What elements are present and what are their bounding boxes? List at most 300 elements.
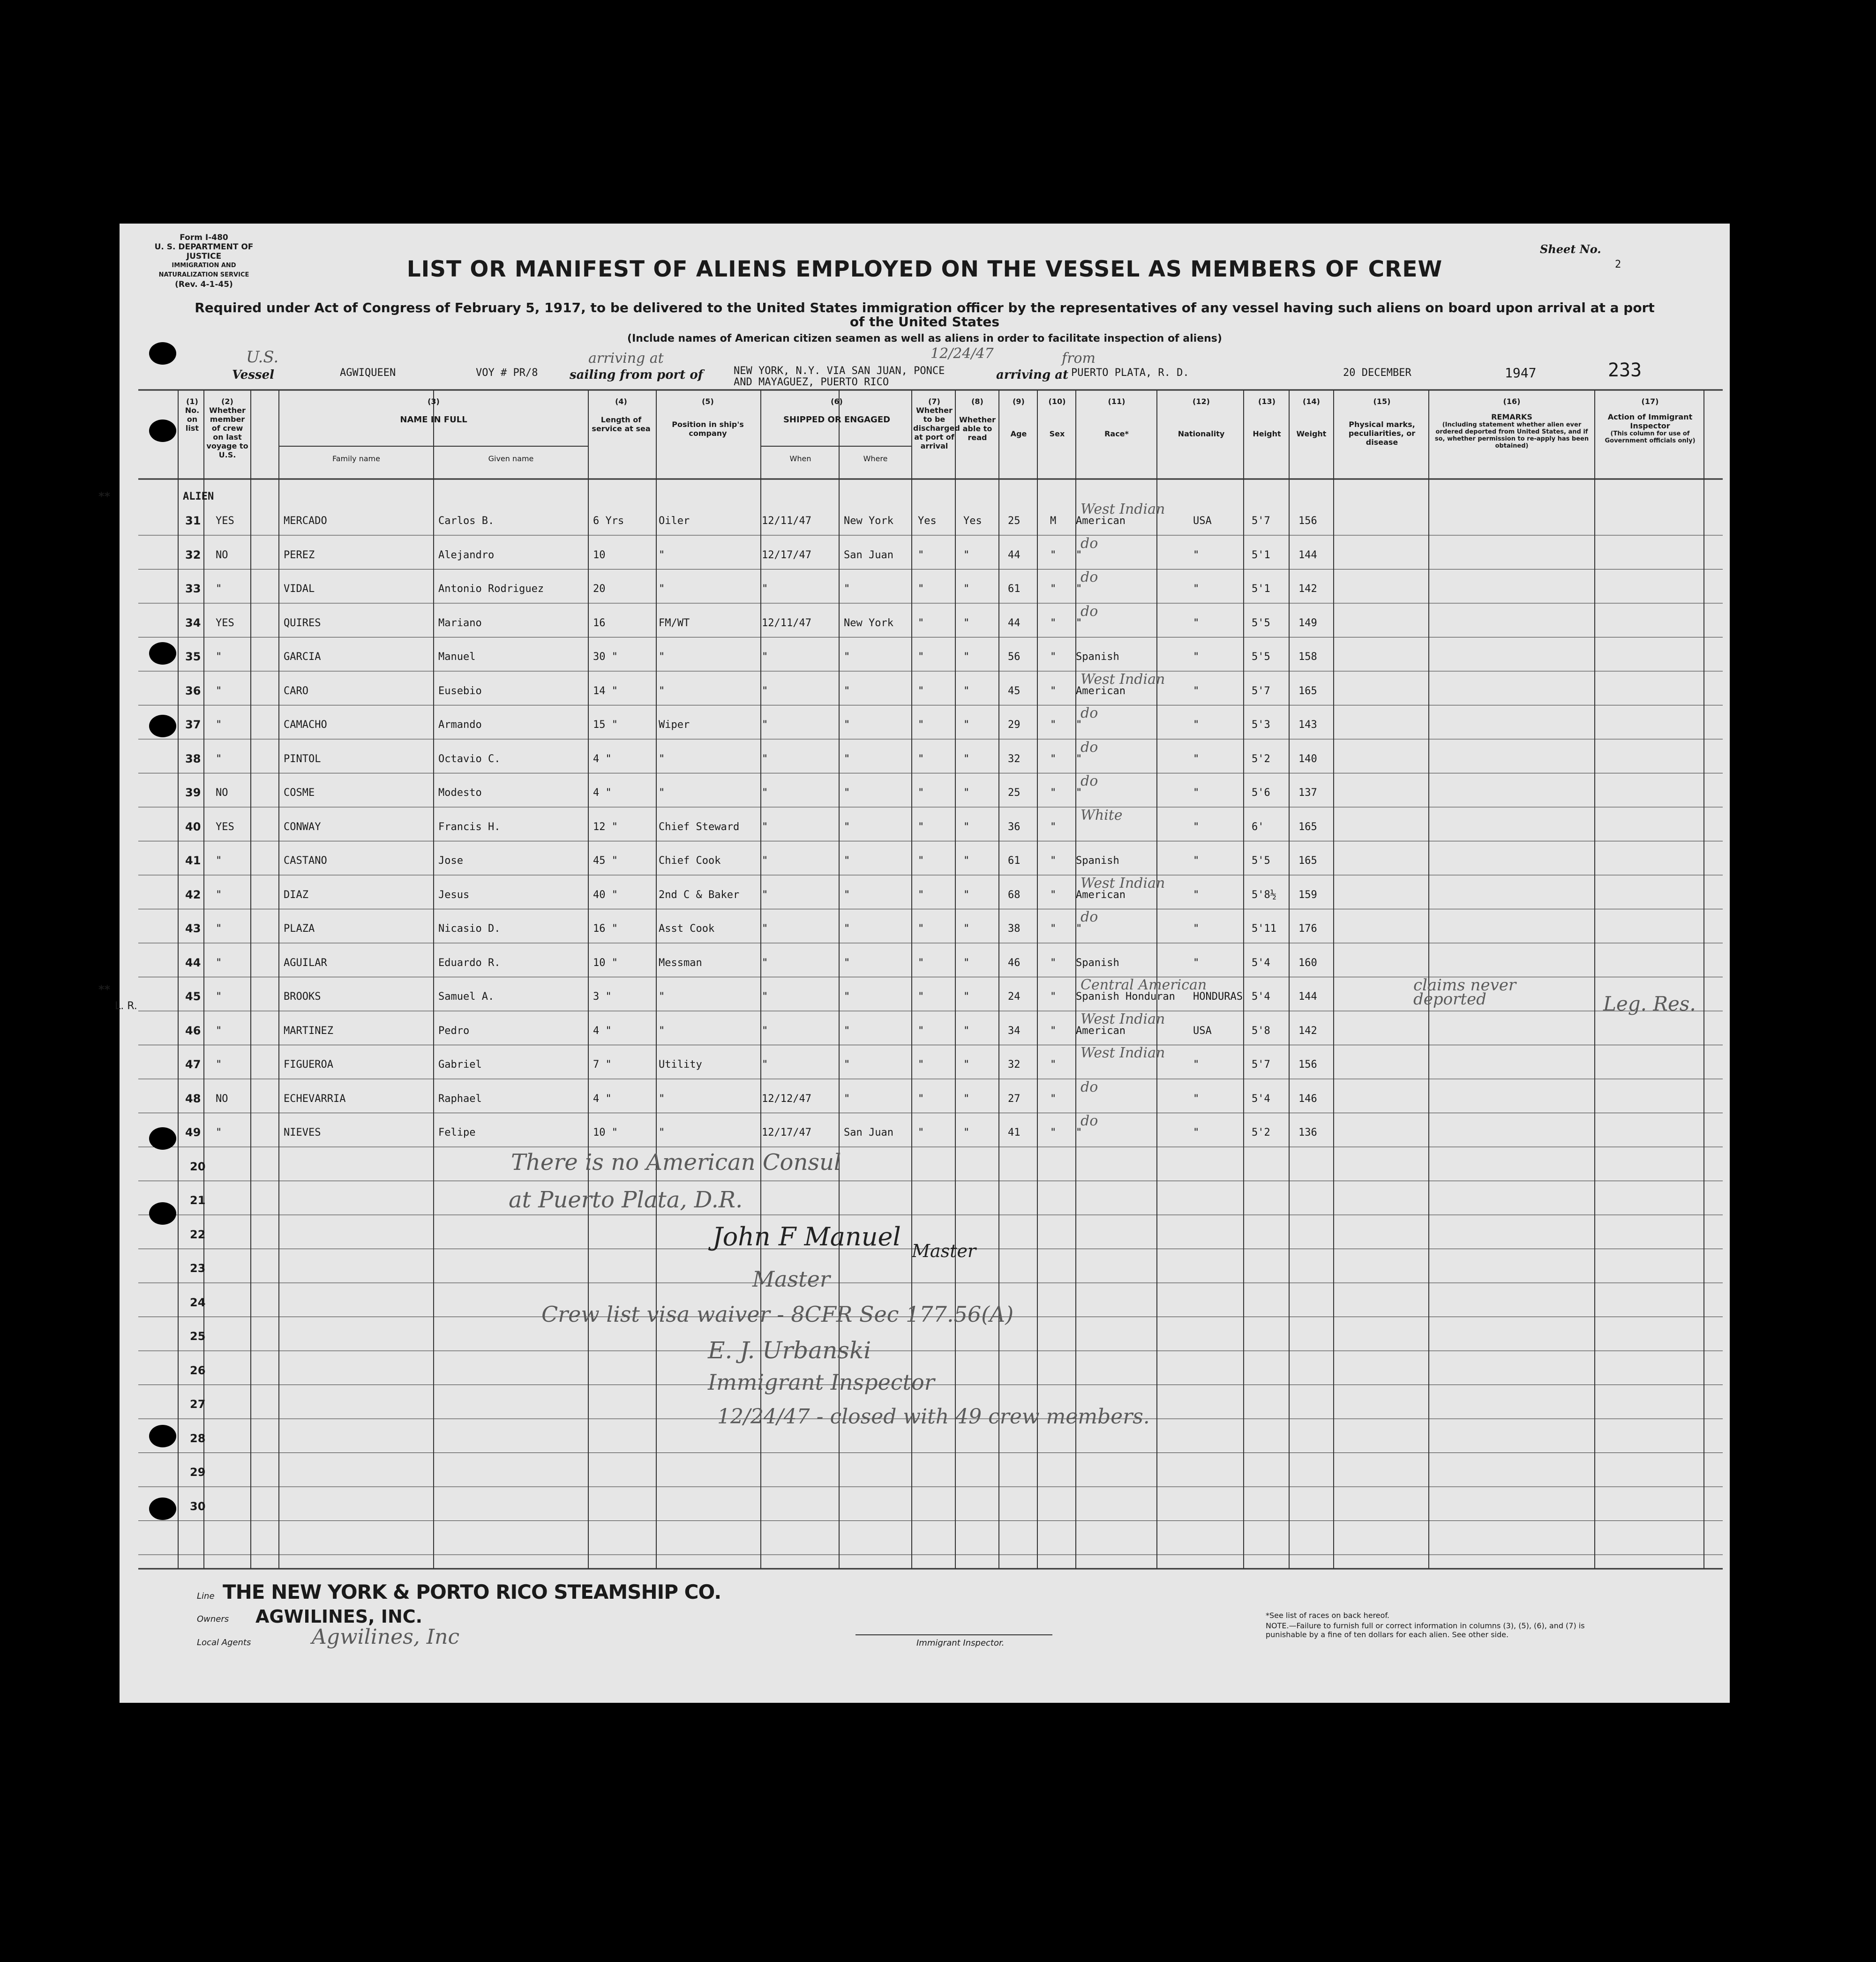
cell-height: 5'4	[1252, 1093, 1270, 1105]
cell-family: GARCIA	[284, 651, 321, 663]
cell-last: "	[216, 651, 222, 663]
cell-given: Manuel	[438, 651, 476, 663]
cell-given: Raphael	[438, 1093, 482, 1105]
cell-family: PLAZA	[284, 923, 315, 935]
cell-age: 29	[1008, 719, 1021, 731]
col10-title: Sex	[1049, 429, 1065, 438]
race-handwritten: do	[1081, 1113, 1098, 1129]
cell-read: "	[963, 821, 970, 833]
cell-disch: "	[918, 617, 924, 629]
cell-family: QUIRES	[284, 617, 321, 629]
cell-family: NIEVES	[284, 1127, 321, 1138]
cell-given: Pedro	[438, 1025, 470, 1037]
cell-disch: "	[918, 889, 924, 901]
punch-hole	[149, 1425, 176, 1447]
cell-last: "	[216, 991, 222, 1003]
col13-header	[1245, 397, 1289, 438]
cell-position: "	[659, 787, 665, 799]
col17-header	[1596, 397, 1704, 444]
from-handwritten: from	[1062, 350, 1096, 367]
race-handwritten: Central American	[1081, 977, 1207, 993]
cell-position: "	[659, 753, 665, 765]
cell-weight: 144	[1298, 549, 1317, 561]
cell-last: "	[216, 583, 222, 595]
cell-where: "	[844, 1025, 850, 1037]
col9-header	[1000, 397, 1037, 438]
col1-header	[180, 397, 204, 433]
col6-number: (6)	[831, 397, 843, 406]
cell-where: "	[844, 787, 850, 799]
race-handwritten: West Indian	[1081, 875, 1165, 891]
cell-last: NO	[216, 1093, 228, 1105]
cell-read: "	[963, 719, 970, 731]
cell-service: 3 "	[593, 991, 612, 1003]
cell-service: 12 "	[593, 821, 618, 833]
cell-sex: "	[1050, 1025, 1057, 1037]
col7-title: Whether to be discharged at port of arrival	[913, 406, 960, 450]
row-number: 43	[185, 922, 201, 935]
col5-title: Position in ship's company	[672, 420, 744, 438]
cell-height: 5'5	[1252, 855, 1270, 867]
cell-when: "	[762, 821, 768, 833]
cell-last: NO	[216, 549, 228, 561]
row-number: 35	[185, 650, 201, 663]
owners-value: AGWILINES, INC.	[255, 1606, 423, 1627]
cell-when: "	[762, 787, 768, 799]
cell-height: 5'2	[1252, 753, 1270, 765]
cell-read: Yes	[963, 515, 982, 527]
cell-height: 5'7	[1252, 685, 1270, 697]
cell-position: Wiper	[659, 719, 690, 731]
cell-disch: "	[918, 685, 924, 697]
vessel-prefix-handwritten: U.S.	[246, 348, 279, 367]
col6-title: SHIPPED OR ENGAGED	[783, 415, 891, 425]
cell-age: 44	[1008, 549, 1021, 561]
cell-last: "	[216, 1059, 222, 1071]
cell-disch: "	[918, 1127, 924, 1138]
cell-where: "	[844, 991, 850, 1003]
cell-race: "	[1076, 1127, 1082, 1138]
cell-service: 4 "	[593, 753, 612, 765]
col7-number: (7)	[928, 397, 940, 406]
col10-number: (10)	[1048, 397, 1066, 406]
cell-race: "	[1076, 583, 1082, 595]
cell-sex: "	[1050, 549, 1057, 561]
cell-position: Messman	[659, 957, 702, 969]
cell-when: "	[762, 685, 768, 697]
row-number: 47	[185, 1058, 201, 1071]
cell-nat: "	[1193, 821, 1200, 833]
line-label: Line	[197, 1591, 215, 1601]
race-handwritten: West Indian	[1081, 1011, 1165, 1027]
cell-race: Spanish	[1076, 957, 1119, 969]
row-number: 31	[185, 514, 201, 527]
cell-read: "	[963, 583, 970, 595]
col17-subtitle: (This column for use of Government officials only)	[1605, 430, 1696, 444]
cell-disch: "	[918, 923, 924, 935]
col16-header	[1430, 397, 1594, 449]
cell-height: 5'11	[1252, 923, 1276, 935]
cell-read: "	[963, 685, 970, 697]
cell-nat: "	[1193, 753, 1200, 765]
cell-family: COSME	[284, 787, 315, 799]
cell-when: 12/11/47	[762, 617, 811, 629]
penalty-note: NOTE.—Failure to furnish full or correct information in columns (3), (5), (6), and (7) is punishable by a fine of ten dollars for each alien. See other side.	[1266, 1621, 1585, 1639]
cell-disch: "	[918, 549, 924, 561]
empty-row-number: 22	[190, 1228, 206, 1241]
cell-nat: "	[1193, 1127, 1200, 1138]
cell-family: MARTINEZ	[284, 1025, 333, 1037]
cell-read: "	[963, 549, 970, 561]
cell-weight: 176	[1298, 923, 1317, 935]
cell-age: 24	[1008, 991, 1021, 1003]
cell-height: 5'3	[1252, 719, 1270, 731]
cell-last: YES	[216, 515, 234, 527]
race-handwritten: West Indian	[1081, 1045, 1165, 1061]
race-handwritten: do	[1081, 1078, 1098, 1095]
punch-hole	[149, 342, 176, 365]
inspector-signature-line	[855, 1634, 1052, 1635]
cell-given: Antonio Rodriguez	[438, 583, 544, 595]
cell-family: CARO	[284, 685, 308, 697]
punch-hole	[149, 419, 176, 442]
cell-family: ECHEVARRIA	[284, 1093, 346, 1105]
cell-sex: "	[1050, 991, 1057, 1003]
remarks-handwritten: claims never deported	[1413, 976, 1516, 1009]
cell-when: 12/11/47	[762, 515, 811, 527]
cell-disch: "	[918, 821, 924, 833]
col12-title: Nationality	[1178, 429, 1225, 438]
cell-sex: "	[1050, 583, 1057, 595]
empty-row-number: 23	[190, 1262, 206, 1275]
cell-last: "	[216, 889, 222, 901]
cell-position: "	[659, 1127, 665, 1138]
race-handwritten: West Indian	[1081, 501, 1165, 517]
cell-last: YES	[216, 617, 234, 629]
agents-label: Local Agents	[197, 1638, 251, 1647]
cell-where: "	[844, 821, 850, 833]
cell-weight: 142	[1298, 1025, 1317, 1037]
cell-service: 10 "	[593, 1127, 618, 1138]
cell-last: NO	[216, 787, 228, 799]
row-number: 41	[185, 854, 201, 867]
col8-header	[956, 397, 998, 442]
star-mark-2: **	[98, 983, 111, 996]
page-subtitle: Required under Act of Congress of February 5, 1917, to be delivered to the United States immigration officer by the representatives of any vessel having such aliens on board upon arrival at a port of the United States	[195, 300, 1655, 329]
cell-age: 61	[1008, 855, 1021, 867]
cell-nat: "	[1193, 583, 1200, 595]
cell-age: 44	[1008, 617, 1021, 629]
cell-disch: "	[918, 719, 924, 731]
col17-number: (17)	[1641, 397, 1659, 406]
cell-weight: 156	[1298, 515, 1317, 527]
empty-row-number: 24	[190, 1296, 206, 1309]
cell-weight: 160	[1298, 957, 1317, 969]
race-handwritten: do	[1081, 739, 1098, 756]
cell-sex: M	[1050, 515, 1057, 527]
cell-race: American	[1076, 889, 1126, 901]
form-number: Form I-480	[180, 233, 228, 242]
cell-weight: 159	[1298, 889, 1317, 901]
cell-weight: 144	[1298, 991, 1317, 1003]
cell-position: "	[659, 651, 665, 663]
cell-where: New York	[844, 617, 893, 629]
cell-family: VIDAL	[284, 583, 315, 595]
cell-read: "	[963, 651, 970, 663]
cell-where: "	[844, 855, 850, 867]
col12-number: (12)	[1193, 397, 1210, 406]
cell-race: "	[1076, 617, 1082, 629]
form-service: IMMIGRATION AND NATURALIZATION SERVICE	[158, 262, 249, 278]
cell-when: "	[762, 957, 768, 969]
agents-value: Agwilines, Inc	[312, 1625, 460, 1649]
cell-service: 7 "	[593, 1059, 612, 1071]
cell-nat: "	[1193, 617, 1200, 629]
cell-given: Modesto	[438, 787, 482, 799]
row-number: 48	[185, 1092, 201, 1105]
cell-nat: "	[1193, 685, 1200, 697]
cell-race: "	[1076, 787, 1082, 799]
cell-race: "	[1076, 549, 1082, 561]
cell-height: 5'6	[1252, 787, 1270, 799]
punch-hole	[149, 1202, 176, 1225]
cell-when: "	[762, 719, 768, 731]
page-title: LIST OR MANIFEST OF ALIENS EMPLOYED ON THE VESSEL AS MEMBERS OF CREW	[406, 256, 1443, 282]
cell-age: 32	[1008, 1059, 1021, 1071]
empty-row-number: 28	[190, 1431, 206, 1445]
col9-number: (9)	[1013, 397, 1025, 406]
cell-given: Gabriel	[438, 1059, 482, 1071]
cell-read: "	[963, 787, 970, 799]
signature-title: Master	[912, 1241, 976, 1261]
cell-age: 25	[1008, 515, 1021, 527]
cell-sex: "	[1050, 1127, 1057, 1138]
col3-title: NAME IN FULL	[400, 415, 467, 425]
arrival-port: PUERTO PLATA, R. D.	[1071, 367, 1189, 379]
cell-when: 12/12/47	[762, 1093, 811, 1105]
col15-header	[1335, 397, 1429, 447]
cell-read: "	[963, 889, 970, 901]
empty-row-number: 25	[190, 1330, 206, 1343]
empty-row-number: 27	[190, 1398, 206, 1411]
cell-family: FIGUEROA	[284, 1059, 333, 1071]
cell-nat: "	[1193, 719, 1200, 731]
cell-read: "	[963, 855, 970, 867]
cell-sex: "	[1050, 685, 1057, 697]
manifest-sheet	[98, 224, 1730, 1703]
cell-disch: "	[918, 1093, 924, 1105]
col15-title: Physical marks, peculiarities, or disease	[1348, 420, 1416, 447]
cell-last: "	[216, 719, 222, 731]
col2-title: Whether member of crew on last voyage to U.S.	[206, 406, 248, 459]
cell-when: 12/17/47	[762, 1127, 811, 1138]
col1-number: (1)	[186, 397, 198, 406]
col13-title: Height	[1253, 429, 1281, 438]
race-handwritten: do	[1081, 603, 1098, 620]
cell-given: Mariano	[438, 617, 482, 629]
cell-disch: "	[918, 787, 924, 799]
col13-number: (13)	[1258, 397, 1276, 406]
cell-height: 5'7	[1252, 1059, 1270, 1071]
cell-nat: "	[1193, 1059, 1200, 1071]
col2-number: (2)	[221, 397, 233, 406]
cell-disch: "	[918, 1059, 924, 1071]
cell-service: 45 "	[593, 855, 618, 867]
cell-given: Eduardo R.	[438, 957, 501, 969]
cell-last: YES	[216, 821, 234, 833]
cell-position: Oiler	[659, 515, 690, 527]
col3-number: (3)	[428, 397, 440, 406]
cell-family: CONWAY	[284, 821, 321, 833]
cell-sex: "	[1050, 821, 1057, 833]
race-handwritten: do	[1081, 773, 1098, 789]
cell-when: "	[762, 1059, 768, 1071]
col10-header	[1038, 397, 1076, 438]
cell-weight: 156	[1298, 1059, 1317, 1071]
col5-number: (5)	[702, 397, 714, 406]
cell-when: "	[762, 991, 768, 1003]
cell-nat: "	[1193, 957, 1200, 969]
owners-label: Owners	[197, 1614, 229, 1624]
cell-race: "	[1076, 719, 1082, 731]
col11-title: Race*	[1104, 429, 1129, 438]
col17-title: Action of Immigrant Inspector	[1607, 412, 1693, 430]
arriving-handwritten: arriving at	[588, 350, 664, 367]
cell-height: 5'1	[1252, 549, 1270, 561]
cell-when: "	[762, 753, 768, 765]
cell-service: 15 "	[593, 719, 618, 731]
vessel-name: AGWIQUEEN	[340, 367, 396, 379]
inspector-title: Immigrant Inspector	[708, 1370, 935, 1395]
col11-number: (11)	[1108, 397, 1126, 406]
cell-when: "	[762, 923, 768, 935]
cell-when: 12/17/47	[762, 549, 811, 561]
cell-service: 14 "	[593, 685, 618, 697]
cell-weight: 142	[1298, 583, 1317, 595]
cell-given: Alejandro	[438, 549, 495, 561]
cell-family: PEREZ	[284, 549, 315, 561]
cell-position: "	[659, 1093, 665, 1105]
cell-read: "	[963, 991, 970, 1003]
cell-age: 27	[1008, 1093, 1021, 1105]
cell-nat: USA	[1193, 515, 1212, 527]
cell-last: "	[216, 855, 222, 867]
cell-weight: 146	[1298, 1093, 1317, 1105]
cell-sex: "	[1050, 855, 1057, 867]
cell-age: 45	[1008, 685, 1021, 697]
cell-service: 10	[593, 549, 606, 561]
star-mark: **	[98, 490, 111, 503]
cell-height: 5'4	[1252, 991, 1270, 1003]
race-handwritten: do	[1081, 535, 1098, 552]
cell-where: "	[844, 583, 850, 595]
cell-read: "	[963, 1025, 970, 1037]
cell-where: "	[844, 651, 850, 663]
cell-service: 10 "	[593, 957, 618, 969]
cell-read: "	[963, 617, 970, 629]
cell-given: Felipe	[438, 1127, 476, 1138]
cell-age: 41	[1008, 1127, 1021, 1138]
cell-where: "	[844, 1059, 850, 1071]
cell-sex: "	[1050, 889, 1057, 901]
cell-position: Chief Cook	[659, 855, 721, 867]
cell-service: 16 "	[593, 923, 618, 935]
cell-where: "	[844, 889, 850, 901]
given-name-header: Given name	[488, 454, 534, 463]
date-handwritten: 12/24/47	[930, 345, 994, 362]
master-title: Master	[752, 1266, 830, 1292]
cell-read: "	[963, 957, 970, 969]
col5-header	[656, 397, 759, 438]
alien-label: ALIEN	[183, 491, 214, 502]
cell-position: Chief Steward	[659, 821, 740, 833]
cell-given: Jose	[438, 855, 463, 867]
departure-port: NEW YORK, N.Y. VIA SAN JUAN, PONCE	[734, 365, 945, 377]
cell-family: MERCADO	[284, 515, 327, 527]
cell-weight: 136	[1298, 1127, 1317, 1138]
cell-service: 16	[593, 617, 606, 629]
cell-given: Nicasio D.	[438, 923, 501, 935]
row-number: 33	[185, 582, 201, 595]
cell-nat: "	[1193, 889, 1200, 901]
cell-race: American	[1076, 685, 1126, 697]
cell-where: "	[844, 753, 850, 765]
cell-family: DIAZ	[284, 889, 308, 901]
cell-position: FM/WT	[659, 617, 690, 629]
cell-disch: "	[918, 1025, 924, 1037]
cell-last: "	[216, 1025, 222, 1037]
cell-when: "	[762, 1025, 768, 1037]
cell-race: Spanish	[1076, 651, 1119, 663]
cell-weight: 149	[1298, 617, 1317, 629]
cell-height: 5'8	[1252, 1025, 1270, 1037]
race-handwritten: do	[1081, 569, 1098, 585]
cell-where: "	[844, 685, 850, 697]
cell-position: "	[659, 991, 665, 1003]
cell-age: 38	[1008, 923, 1021, 935]
cell-last: "	[216, 1127, 222, 1138]
cell-family: CASTANO	[284, 855, 327, 867]
col8-title: Whether able to read	[959, 415, 996, 442]
cell-nat: "	[1193, 787, 1200, 799]
col1-title: No. on list	[185, 406, 200, 433]
col16-number: (16)	[1503, 397, 1521, 406]
voyage-number: VOY # PR/8	[476, 367, 538, 379]
cell-last: "	[216, 957, 222, 969]
cell-race: "	[1076, 923, 1082, 935]
cell-family: BROOKS	[284, 991, 321, 1003]
cell-race: "	[1076, 753, 1082, 765]
col11-header	[1077, 397, 1156, 438]
include-note: (Include names of American citizen seamen as well as aliens in order to facilitate inspection of aliens)	[627, 333, 1222, 344]
inspector-label: Immigrant Inspector.	[916, 1638, 1005, 1648]
cell-race: American	[1076, 1025, 1126, 1037]
cell-disch: "	[918, 651, 924, 663]
cell-race: American	[1076, 515, 1126, 527]
cell-disch: "	[918, 855, 924, 867]
cell-nat: HONDURAS	[1193, 991, 1243, 1003]
cell-disch: "	[918, 957, 924, 969]
punch-hole	[149, 715, 176, 737]
row-number: 39	[185, 786, 201, 799]
punch-hole	[149, 1498, 176, 1520]
row-number: 32	[185, 548, 201, 562]
master-signature: John F Manuel	[713, 1222, 901, 1251]
cell-where: New York	[844, 515, 893, 527]
cell-read: "	[963, 1093, 970, 1105]
vessel-label: Vessel	[232, 368, 275, 382]
cell-service: 40 "	[593, 889, 618, 901]
